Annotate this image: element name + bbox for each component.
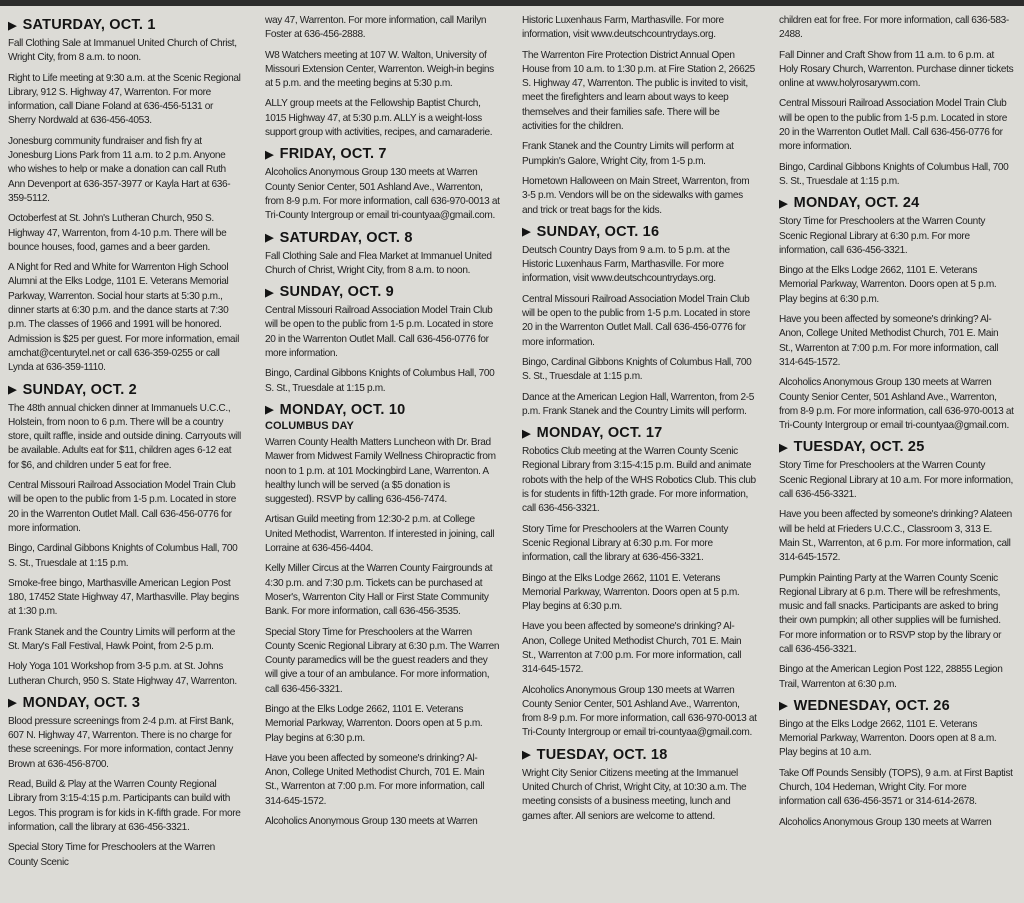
day-heading (522, 425, 757, 441)
arrow-bullet-icon: ▶ (522, 749, 531, 762)
calendar-page (8, 14, 1020, 903)
event-entry: Fall Clothing Sale at Immanuel United Church of Christ, Wright City, from 8 a.m. to noon. (8, 38, 237, 64)
event-entry: way 47, Warrenton. For more information, call Marilyn Foster at 636-456-2888. (265, 15, 487, 41)
day-heading (265, 284, 500, 300)
event-entry: Bingo, Cardinal Gibbons Knights of Columbus Hall, 700 S. St., Truesdale at 1:15 p.m. (265, 368, 495, 394)
day-heading (265, 146, 500, 162)
day-heading-label: TUESDAY, OCT. 25 (793, 439, 925, 456)
event-entry: Have you been affected by someone's drinking? Al-Anon, College United Methodist Church, 701 E. Main St., Warrenton at 7:00 p.m. For more information, call 314-645-1572. (522, 621, 742, 676)
event-entry: Alcoholics Anonymous Group 130 meets at Warren County Senior Center, 501 Ashland Ave., Warrenton, from 8-9 p.m. For more information, call 636-970-0013 at Tri-County Intergroup or email tri-countyaa@gmail.com. (265, 167, 500, 222)
day-heading-label: MONDAY, OCT. 17 (536, 425, 663, 442)
arrow-bullet-icon: ▶ (779, 700, 788, 713)
event-entry: Dance at the American Legion Hall, Warrenton, from 2-5 p.m. Frank Stanek and the Country Limits will perform. (522, 391, 755, 417)
event-entry: Story Time for Preschoolers at the Warren County Scenic Regional Library at 10 a.m. For more information, call 636-456-3321. (779, 460, 1013, 501)
event-entry: Holy Yoga 101 Workshop from 3-5 p.m. at St. Johns Lutheran Church, 950 S. State Highway 47, Warrenton. (8, 661, 237, 687)
event-entry: Take Off Pounds Sensibly (TOPS), 9 a.m. at First Baptist Church, 104 Hedeman, Wright City. For more information call 636-456-3571 or 314-614-2678. (779, 767, 1013, 808)
arrow-bullet-icon: ▶ (265, 148, 274, 161)
event-entry: A Night for Red and White for Warrenton High School Alumni at the Elks Lodge, 1101 E. Veterans Memorial Parkway, Warrenton. Social hour starts at 5:30 p.m., dinner starts at 6:30 p.m. and the dance starts at 7:30 p.m. The classes of 1966 and 1991 will be honored. Admission is $25 per guest. For more information, email amchat@centurytel.net or call 636-359-0255 or call Lynda at 636-359-1110. (8, 262, 239, 374)
event-entry: Central Missouri Railroad Association Model Train Club will be open to the public from 1-5 p.m. Located in store 20 in the Warrenton Outlet Mall. Call 636-456-0776 for more information. (522, 293, 751, 348)
event-entry: Special Story Time for Preschoolers at the Warren County Scenic Regional Library at 6:30 p.m. The Warren County paramedics will be the guest readers and they will give a tour of an ambulance. For more information, call 636-456-3321. (265, 626, 500, 695)
event-entry: Frank Stanek and the Country Limits will perform at Pumpkin's Galore, Wright City, from 1-5 p.m. (522, 141, 734, 167)
event-entry: Warren County Health Matters Luncheon with Dr. Brad Mawer from Midwest Family Wellness Chiropractic from noon to 1 p.m. at 101 Mockingbird Lane, Warrenton. A healthy lunch will be served (a $5 donation is suggested). RSVP by calling 636-456-7474. (265, 436, 496, 506)
arrow-bullet-icon: ▶ (265, 404, 274, 417)
day-heading-label: SATURDAY, OCT. 8 (279, 229, 413, 246)
event-entry: Wright City Senior Citizens meeting at the Immanuel United Church of Christ, Wright City, at 10:30 a.m. The meeting consists of a business meeting, lunch and games after. All seniors are welcome to attend. (522, 767, 747, 822)
day-heading-label: MONDAY, OCT. 24 (793, 195, 920, 212)
event-entry: Alcoholics Anonymous Group 130 meets at Warren (265, 816, 478, 828)
day-heading-label: SATURDAY, OCT. 1 (22, 17, 156, 33)
page-top-edge (0, 0, 1024, 6)
day-heading (8, 17, 243, 33)
calendar-column (779, 14, 1014, 903)
event-entry: Right to Life meeting at 9:30 a.m. at the Scenic Regional Library, 912 S. Highway 47, Warrenton. For more information, call Diane Foland at 636-456-5131 or Sherry Nordwald at 636-456-4053. (8, 72, 241, 127)
event-entry: Have you been affected by someone's drinking? Al-Anon, College United Methodist Church, 701 E. Main St., Warrenton at 7:00 p.m. For more information, call 314-645-1572. (265, 752, 485, 807)
event-entry: Historic Luxenhaus Farm, Marthasville. For more information, visit www.deutschcountrydays.org. (522, 15, 724, 41)
event-entry: Bingo, Cardinal Gibbons Knights of Columbus Hall, 700 S. St., Truesdale at 1:15 p.m. (8, 543, 238, 569)
day-heading (265, 402, 500, 418)
event-entry: Robotics Club meeting at the Warren County Scenic Regional Library from 3:15-4:15 p.m. Build and animate robots with the help of the WHS Robotics Club. This club is for students in fifth-12th grade. For more information, call 636-456-3321. (522, 446, 756, 515)
event-entry: Smoke-free bingo, Marthasville American Legion Post 180, 17452 State Highway 47, Marthasville. Play begins at 1:30 p.m. (8, 577, 239, 618)
day-heading-label: FRIDAY, OCT. 7 (279, 146, 387, 163)
calendar-column (8, 14, 243, 903)
event-entry: Bingo at the Elks Lodge 2662, 1101 E. Veterans Memorial Parkway, Warrenton. Doors open at 5 p.m. Play begins at 6:30 p.m. (779, 265, 997, 305)
day-heading (8, 695, 243, 711)
event-entry: Central Missouri Railroad Association Model Train Club will be open to the public from 1-5 p.m. Located in store 20 in the Warrenton Outlet Mall. Call 636-456-0776 for more information. (8, 480, 237, 534)
arrow-bullet-icon: ▶ (779, 441, 788, 454)
day-heading-label: SUNDAY, OCT. 2 (22, 381, 137, 398)
event-entry: Kelly Miller Circus at the Warren County Fairgrounds at 4:30 p.m. and 7:30 p.m. Tickets can be purchased at Moser's, Warrenton City Hall or First State Community Bank. For more information, call 636-456-3535. (265, 563, 493, 618)
event-entry: Bingo, Cardinal Gibbons Knights of Columbus Hall, 700 S. St., Truesdale at 1:15 p.m. (779, 161, 1009, 187)
day-heading (8, 382, 243, 398)
event-entry: The Warrenton Fire Protection District Annual Open House from 10 a.m. to 1:30 p.m. at Fire Station 2, 26625 S. Highway 47, Warrenton. The public is invited to visit, meet the firefighters and learn about ways to keep themselves and their families safe. There will be activities for the children. (522, 49, 755, 133)
day-heading (522, 747, 757, 763)
event-entry: Bingo at the Elks Lodge 2662, 1101 E. Veterans Memorial Parkway, Warrenton. Doors open at 5 p.m. Play begins at 6:30 p.m. (522, 572, 740, 613)
day-heading-label: MONDAY, OCT. 3 (22, 694, 141, 711)
event-entry: Alcoholics Anonymous Group 130 meets at Warren County Senior Center, 501 Ashland Ave., Warrenton, from 8-9 p.m. For more information, call 636-970-0013 at Tri-County Intergroup or email tri-countyaa@gmail.com. (522, 684, 757, 739)
event-entry: Bingo, Cardinal Gibbons Knights of Columbus Hall, 700 S. St., Truesdale at 1:15 p.m. (522, 356, 752, 383)
event-entry: The 48th annual chicken dinner at Immanuels U.C.C., Holstein, from noon to 6 p.m. There will be a country store, quilt raffle, inside and outside dining. Carryouts will be available. Adults eat for $11, children ages 6-12 eat for $6, and children under 5 eat for free. (8, 402, 241, 471)
event-entry: Bingo at the American Legion Post 122, 28855 Legion Trail, Warrenton at 6:30 p.m. (779, 664, 1003, 690)
day-heading-label: TUESDAY, OCT. 18 (536, 746, 668, 763)
event-entry: Story Time for Preschoolers at the Warren County Scenic Regional Library at 6:30 p.m. For more information, call the library at 636-456-3321. (522, 523, 729, 564)
event-entry: ALLY group meets at the Fellowship Baptist Church, 1015 Highway 47, at 5:30 p.m. ALLY is a weight-loss support group with activities, recipes, and camaraderie. (265, 98, 493, 139)
holiday-subheading: COLUMBUS DAY (265, 419, 354, 432)
event-entry: Jonesburg community fundraiser and fish fry at Jonesburg Lions Park from 11 a.m. to 2 p.m. Anyone who wishes to help or make a donation can call Ruth Ann Devenport at 636-357-3977 or Kayla Hart at 636-359-5112. (8, 135, 231, 204)
day-heading-label: SUNDAY, OCT. 16 (536, 223, 660, 240)
calendar-column (522, 14, 757, 903)
event-entry: Deutsch Country Days from 9 a.m. to 5 p.m. at the Historic Luxenhaus Farm, Marthasville. For more information, visit www.deutschcountrydays.org. (522, 244, 730, 285)
arrow-bullet-icon: ▶ (265, 232, 274, 245)
arrow-bullet-icon: ▶ (265, 286, 274, 299)
calendar-column (265, 14, 500, 903)
event-entry: Blood pressure screenings from 2-4 p.m. at First Bank, 607 N. Highway 47, Warrenton. There is no charge for these screenings. For more information, contact Jenny Brown at 636-456-8700. (8, 715, 234, 770)
event-entry: Story Time for Preschoolers at the Warren County Scenic Regional Library at 6:30 p.m. For more information, call 636-456-3321. (779, 216, 986, 256)
day-heading-label: WEDNESDAY, OCT. 26 (793, 697, 950, 714)
event-entry: Read, Build & Play at the Warren County Regional Library from 3:15-4:15 p.m. Participants can build with Legos. This program is for kids in K-fifth grade. For more information, call the library at 636-456-3321. (8, 779, 241, 833)
event-entry: W8 Watchers meeting at 107 W. Walton, University of Missouri Extension Center, Warrenton. Weigh-in begins at 5 p.m. and the meeting begins at 5:30 p.m. (265, 49, 494, 90)
event-entry: Special Story Time for Preschoolers at the Warren County Scenic (8, 842, 215, 868)
event-entry: Central Missouri Railroad Association Model Train Club will be open to the public from 1-5 p.m. Located in store 20 in the Warrenton Outlet Mall. Call 636-456-0776 for more information. (779, 98, 1008, 153)
day-heading-label: SUNDAY, OCT. 9 (279, 284, 394, 301)
arrow-bullet-icon: ▶ (779, 197, 788, 210)
event-entry: Have you been affected by someone's drinking? Al-Anon, College United Methodist Church, 701 E. Main St., Warrenton at 7:00 p.m. For more information, call 314-645-1572. (779, 314, 999, 368)
arrow-bullet-icon: ▶ (8, 384, 17, 397)
event-entry: Central Missouri Railroad Association Model Train Club will be open to the public from 1-5 p.m. Located in store 20 in the Warrenton Outlet Mall. Call 636-456-0776 for more information. (265, 305, 494, 360)
day-heading (779, 195, 1014, 211)
event-entry: Alcoholics Anonymous Group 130 meets at Warren (779, 816, 992, 828)
arrow-bullet-icon: ▶ (522, 226, 531, 239)
event-entry: Frank Stanek and the Country Limits will perform at the St. Mary's Fall Festival, Hawk Point, from 2-5 p.m. (8, 626, 236, 652)
day-heading-label: MONDAY, OCT. 10 (279, 401, 406, 418)
event-entry: Octoberfest at St. John's Lutheran Church, 950 S. Highway 47, Warrenton, from 4-10 p.m. There will be bounce houses, food, games and a beer garden. (8, 213, 227, 253)
day-heading (265, 230, 500, 246)
event-entry: Fall Dinner and Craft Show from 11 a.m. to 6 p.m. at Holy Rosary Church, Warrenton. Purchase dinner tickets online at www.holyrosarywm.com. (779, 49, 1014, 90)
day-heading (522, 224, 757, 240)
arrow-bullet-icon: ▶ (522, 427, 531, 440)
event-entry: Fall Clothing Sale and Flea Market at Immanuel United Church of Christ, Wright City, from 8 a.m. to noon. (265, 250, 492, 276)
day-heading (779, 439, 1014, 455)
event-entry: Artisan Guild meeting from 12:30-2 p.m. at College United Methodist, Warrenton. If interested in joining, call Lorraine at 636-456-4404. (265, 514, 495, 555)
event-entry: children eat for free. For more information, call 636-583-2488. (779, 15, 1009, 41)
event-entry: Have you been affected by someone's drinking? Alateen will be held at Frieders U.C.C., Classroom 3, 313 E. Main St., Warrenton, at 6 p.m. For more information, call 314-645-1572. (779, 509, 1012, 564)
arrow-bullet-icon: ▶ (8, 19, 17, 32)
event-entry: Bingo at the Elks Lodge 2662, 1101 E. Veterans Memorial Parkway, Warrenton. Doors open at 5 p.m. Play begins at 6:30 p.m. (265, 703, 483, 744)
event-entry: Hometown Halloween on Main Street, Warrenton, from 3-5 p.m. Vendors will be on the sidewalks with games and trick or treat bags for the kids. (522, 175, 750, 216)
arrow-bullet-icon: ▶ (8, 697, 17, 710)
event-entry: Alcoholics Anonymous Group 130 meets at Warren County Senior Center, 501 Ashland Ave., Warrenton, from 8-9 p.m. For more information, call 636-970-0013 at Tri-County Intergroup or email tri-countyaa@gmail.com. (779, 377, 1014, 432)
event-entry: Pumpkin Painting Party at the Warren County Scenic Regional Library at 6 p.m. There will be refreshments, music and fall snacks. Participants are asked to bring their own pumpkin; all other supplies will be furnished. For more information or to RSVP stop by the library or call 636-456-3321. (779, 572, 1002, 655)
event-entry: Bingo at the Elks Lodge 2662, 1101 E. Veterans Memorial Parkway, Warrenton. Doors open at 8 a.m. Play begins at 10 a.m. (779, 718, 997, 759)
day-heading (779, 698, 1014, 714)
